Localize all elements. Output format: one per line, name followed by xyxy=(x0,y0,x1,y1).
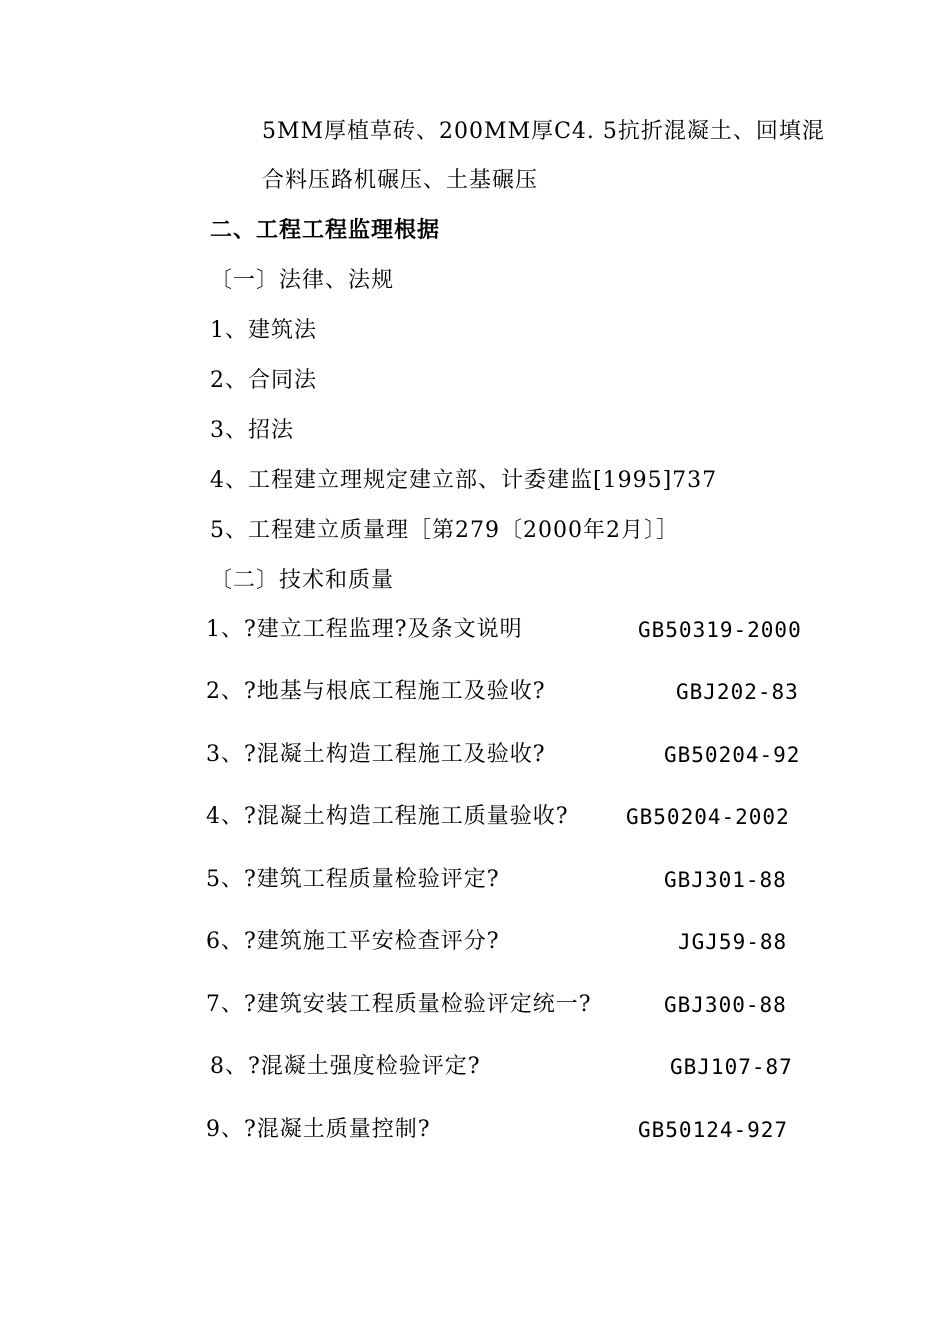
law-item: 4、工程建立理规定建立部、计委建监[1995]737 xyxy=(210,468,718,493)
standard-code: GBJ300-88 xyxy=(664,993,787,1017)
law-item: 5、工程建立质量理［第279〔2000年2月〕］ xyxy=(210,518,679,543)
standard-name: 4、?混凝土构造工程施工质量验收? xyxy=(206,804,569,829)
standard-name: 2、?地基与根底工程施工及验收? xyxy=(206,679,546,704)
section-heading: 二、工程工程监理根据 xyxy=(210,218,441,243)
subsection-laws-title: 〔一〕法律、法规 xyxy=(210,268,395,293)
law-item: 2、合同法 xyxy=(210,368,317,393)
standard-row xyxy=(206,927,806,957)
standard-row xyxy=(206,1115,806,1145)
intro-line-1: 5MM厚植草砖、200MM厚C4. 5抗折混凝土、回填混 xyxy=(262,119,825,144)
standard-code: GB50204-2002 xyxy=(626,805,790,829)
standard-name: 1、?建立工程监理?及条文说明 xyxy=(206,617,523,642)
standard-row xyxy=(206,740,806,770)
standard-name: 6、?建筑施工平安检查评分? xyxy=(206,929,500,954)
standard-row xyxy=(206,802,806,832)
law-item: 1、建筑法 xyxy=(210,318,317,343)
standard-code: GB50204-92 xyxy=(664,743,801,767)
standard-row xyxy=(206,615,806,645)
subsection-standards-title: 〔二〕技术和质量 xyxy=(210,568,395,593)
standard-code: GB50124-927 xyxy=(638,1118,789,1142)
standard-code: JGJ59-88 xyxy=(678,930,788,954)
standard-code: GB50319-2000 xyxy=(638,618,802,642)
standard-code: GBJ107-87 xyxy=(670,1055,793,1079)
standard-name: 5、?建筑工程质量检验评定? xyxy=(206,867,500,892)
intro-line-2: 合料压路机碾压、土基碾压 xyxy=(262,168,539,193)
law-item: 3、招法 xyxy=(210,418,294,443)
standard-name: 3、?混凝土构造工程施工及验收? xyxy=(206,742,546,767)
standard-code: GBJ202-83 xyxy=(676,680,799,704)
standard-code: GBJ301-88 xyxy=(664,868,787,892)
standard-row xyxy=(206,990,806,1020)
standard-name: 8、?混凝土强度检验评定? xyxy=(210,1054,481,1079)
standard-row xyxy=(206,865,806,895)
standard-row xyxy=(210,1052,810,1082)
standard-name: 9、?混凝土质量控制? xyxy=(206,1117,431,1142)
standard-row xyxy=(206,677,806,707)
standard-name: 7、?建筑安装工程质量检验评定统一? xyxy=(206,992,592,1017)
